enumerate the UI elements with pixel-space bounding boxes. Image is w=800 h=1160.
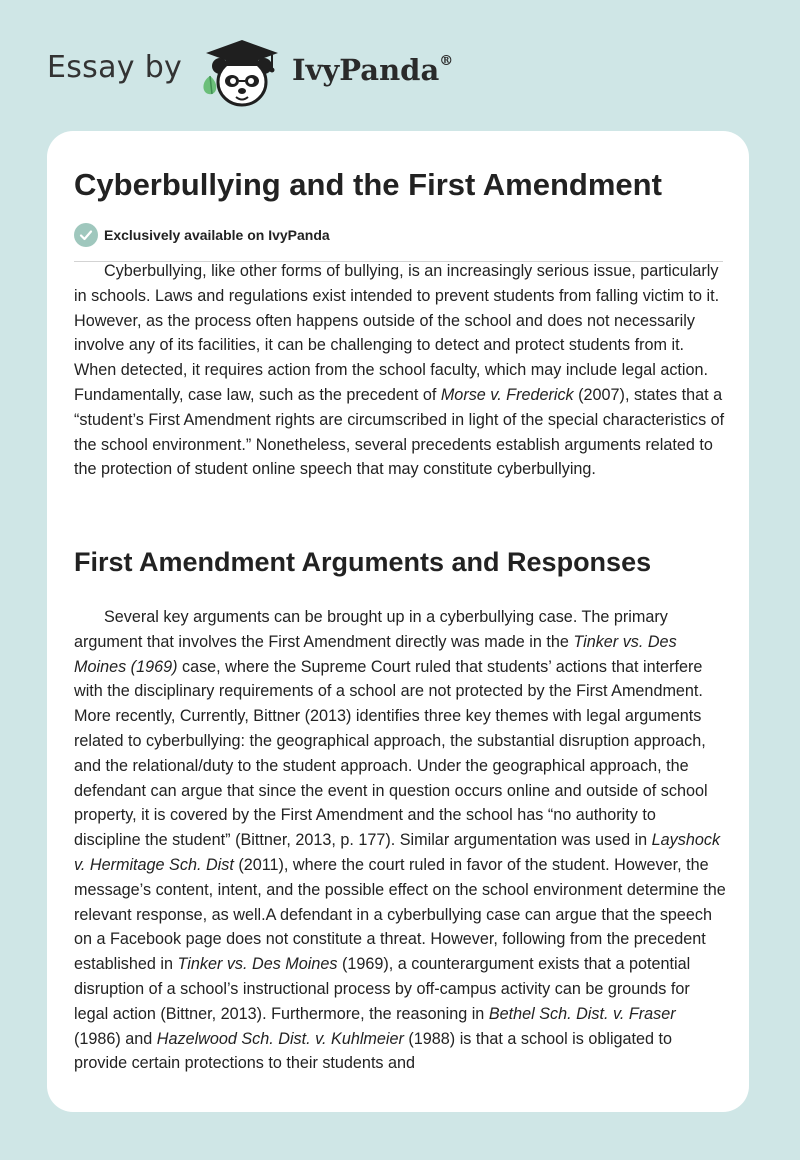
- panda-graduation-icon[interactable]: [196, 36, 288, 110]
- text-run: (2011), where the court ruled in favor of the student. However, the message’s content, intent, and the possible effect on the school environment determine the relevant response, as well.A defendant in a cyberbullying case can argue that the speech on a Facebook page does not constitute a threat. However, following from the precedent established in: [74, 855, 726, 974]
- text-run: case, where the Supreme Court ruled that students’ actions that interfere with the disciplinary requirements of a school are not protected by the First Amendment. More recently, Currently, Bittner (2013) identifies three key themes with legal arguments related to cyberbullying: the geographical approach, the substantial disruption approach, and the relational/duty to the student approach. Under the geographical approach, the defendant can argue that since the event in question occurs online and outside of school property, it is covered by the First Amendment and the school has “no authority to discipline the student” (Bittner, 2013, p. 177). Similar argumentation was used in: [74, 657, 708, 850]
- paragraph-arguments: [74, 605, 726, 1076]
- page-title: Cyberbullying and the First Amendment: [74, 167, 662, 202]
- case-citation: Hazelwood Sch. Dist. v. Kuhlmeier: [156, 1029, 404, 1048]
- case-citation: Bethel Sch. Dist. v. Fraser: [488, 1004, 676, 1023]
- section-heading: First Amendment Arguments and Responses: [74, 547, 652, 577]
- text-run: (2007), states that a “student’s First Amendment rights are circumscribed in light of the special characteristics of the school environment.” Nonetheless, several precedents establish arguments related to the protection of student online speech that may constitute cyberbullying.: [74, 385, 725, 479]
- case-citation: Layshock v. Hermitage Sch. Dist: [74, 831, 721, 874]
- case-citation: Tinker vs. Des Moines (1969): [74, 632, 677, 676]
- case-citation: Morse v. Frederick: [440, 385, 574, 404]
- case-citation: Tinker vs. Des Moines: [177, 955, 338, 974]
- site-header: [0, 0, 800, 130]
- brand-text: IvyPanda: [292, 53, 440, 87]
- text-run: Cyberbullying, like other forms of bullying, is an increasingly serious issue, particularly in schools. Laws and regulations exist intended to prevent students from falling victim to it. However, as the process often happens outside of the school and does not necessarily involve any of its facilities, it can be challenging to detect and protect students from it. When detected, it requires action from the school faculty, which may include legal action. Fundamentally, case law, such as the precedent of: [74, 262, 720, 404]
- exclusive-badge: [74, 222, 330, 248]
- text-run: (1969), a counterargument exists that a potential disruption of a school’s instructional process by off-campus activity can be grounds for legal action (Bittner, 2013). Furthermore, the reasoning in: [74, 955, 691, 1023]
- registered-mark: ®: [439, 53, 454, 70]
- check-icon: [74, 223, 98, 247]
- essay-card: [47, 131, 749, 1112]
- paragraph-intro: [74, 259, 726, 482]
- text-run: (1986) and: [74, 1029, 157, 1048]
- badge-label: Exclusively available on IvyPanda: [104, 227, 330, 243]
- text-run: Several key arguments can be brought up in a cyberbullying case. The primary argument that involves the First Amendment directly was made in the: [74, 608, 668, 651]
- essay-by-label: Essay by: [47, 50, 183, 85]
- brand-name[interactable]: [292, 53, 453, 87]
- text-run: (1988) is that a school is obligated to provide certain protections to their students and: [74, 1029, 673, 1073]
